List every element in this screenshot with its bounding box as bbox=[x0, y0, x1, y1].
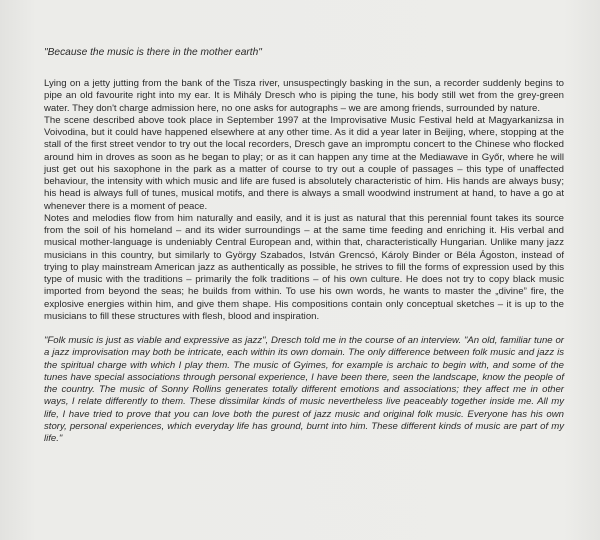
paragraph-1: Lying on a jetty jutting from the bank of the Tisza river, unsuspectingly basking in the sun, a recorder suddenly begins to pipe an old favourite right into my ear. It is Mihály Dresch who is piping the tune, his body still wet from the grey-green water. They don't charge admission here, no one asks for autographs – we are among friends, surrounded by nature. bbox=[44, 78, 564, 114]
article-heading: "Because the music is there in the mother earth" bbox=[44, 47, 262, 58]
article-body bbox=[44, 78, 564, 323]
interview-quote: "Folk music is just as viable and expressive as jazz", Dresch told me in the course of an interview. "An old, familiar tune or a jazz improvisation may both be intricate, each within its own domain. The only difference between folk music and jazz is the spiritual charge with which I play them. The music of Gyimes, for example is archaic to begin with, and some of the tunes have special associations through personal experience, I have been there, seen the landscape, know the people of the country. The music of Sonny Rollins generates totally different emotions and associations; they affect me in other ways, I relate differently to them. These dissimilar kinds of music nevertheless live peaceably together inside me. All my life, I have tried to prove that you can love both the purest of jazz music and original folk music. Everyone has his own story, personal experiences, which everyday life has ground, burnt into him. These different kinds of music are part of my life." bbox=[44, 335, 564, 444]
paragraph-3: Notes and melodies flow from him naturally and easily, and it is just as natural that this perennial fount takes its source from the soil of his homeland – and its wider surroundings – at the same time feeding and enriching it. His verbal and musical mother-language is undeniably Central European and, within that, characteristically Hungarian. Unlike many jazz musicians in this country, but similarly to György Szabados, István Grencsó, Károly Binder or Béla Ágoston, instead of trying to play mainstream American jazz as authentically as possible, he strives to fill the forms of expression used by this type of music with the traditions – primarily the folk traditions – of his own culture. He does not try to copy black music imported from beyond the seas; he builds from within. To use his own words, he wants to master the „divine” fire, the explosive energies within him, and give them shape. His compositions contain only conceptual sketches – it is up to the musicians to fill these structures with flesh, blood and inspiration. bbox=[44, 212, 564, 322]
paragraph-2: The scene described above took place in September 1997 at the Improvisative Music Festival held at Magyarkanizsa in Voivodina, but it could have happened elsewhere at any other time. As it did a year later in Beijing, where, stopping at the stall of the first street vendor to try out the local recorders, Dresch gave an impromptu concert to the Chinese who flocked around him in droves as soon as he began to play; or as it can happen any time at the Mediawave in Győr, where he will just get out his saxophone in the park as a matter of course to try out a couple of passages – this type of unaffected behaviour, the intensity with which music and life are fused is absolutely characteristic of him. His hands are always busy; his head is always full of tunes, musical motifs, and there is always a small woodwind instrument at hand, to have a go at whenever there is a moment of peace. bbox=[44, 114, 564, 212]
